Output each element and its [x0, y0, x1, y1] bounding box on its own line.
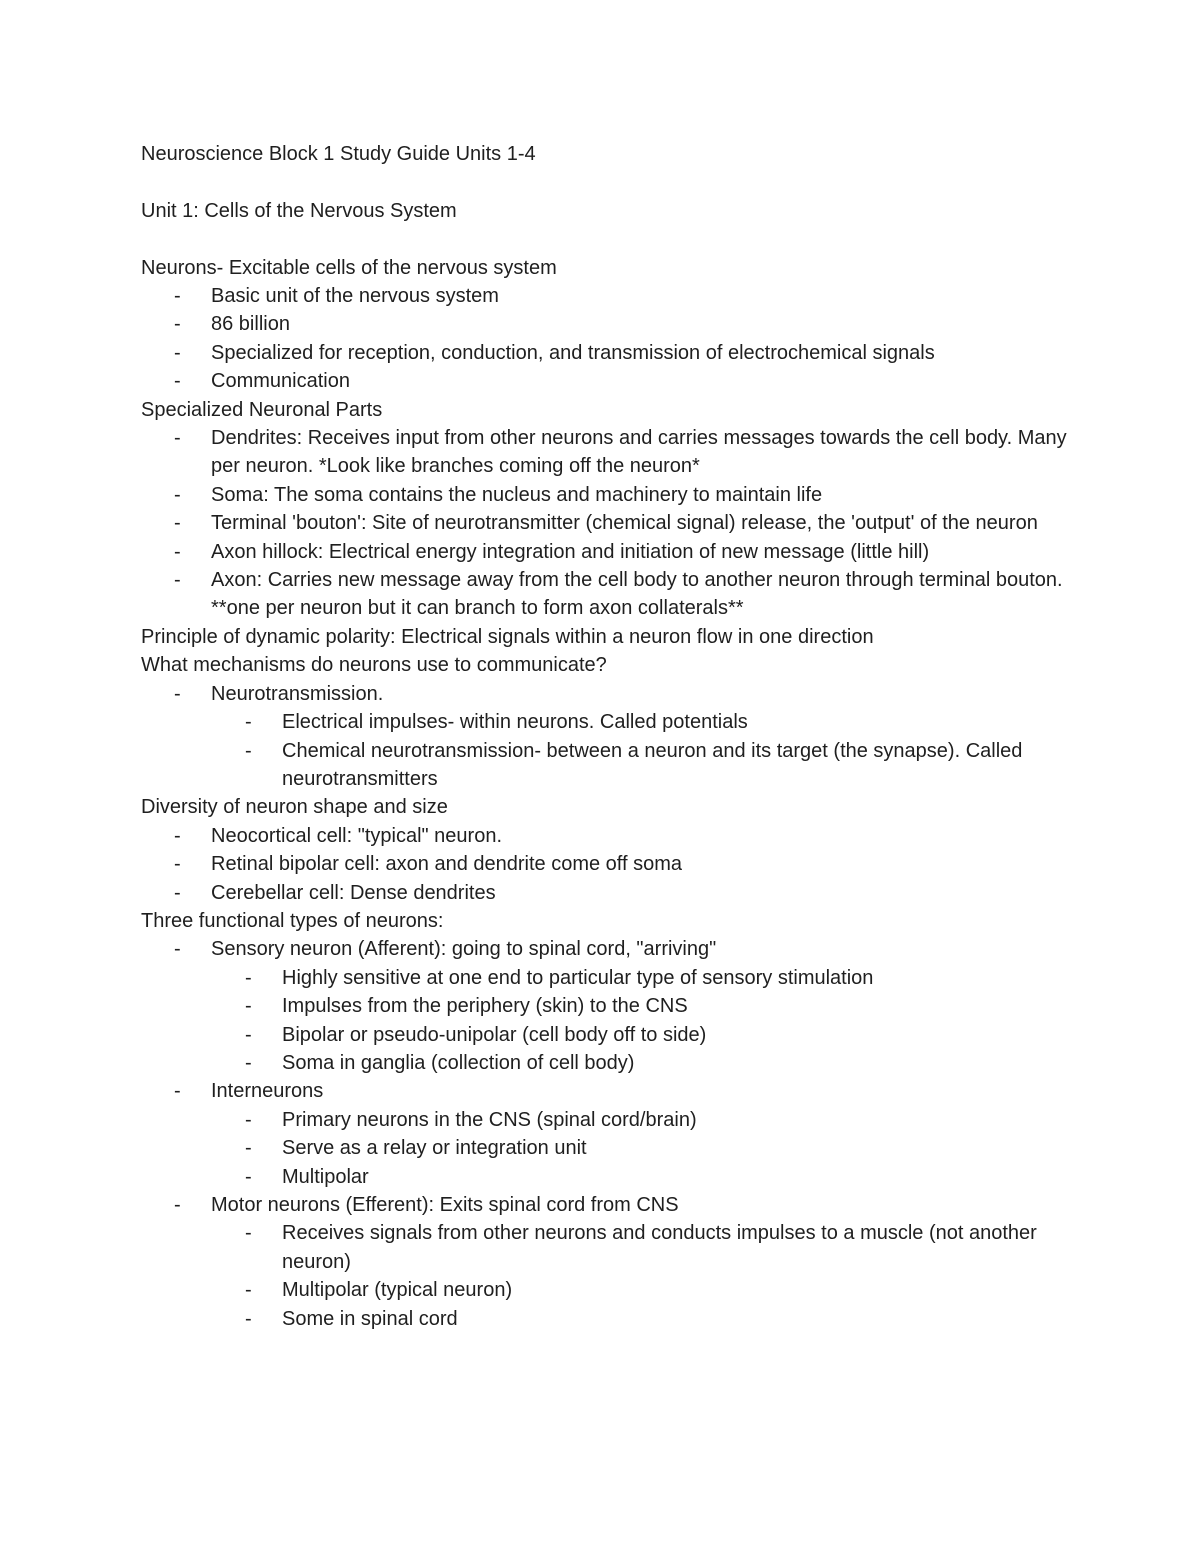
list-item	[141, 538, 1071, 566]
list-item	[141, 879, 1071, 907]
bullet-dash: -	[174, 682, 181, 705]
list-item-text: Basic unit of the nervous system	[211, 285, 499, 307]
bullet-dash: -	[174, 512, 181, 535]
bullet-dash: -	[174, 938, 181, 961]
section-heading: Three functional types of neurons:	[141, 909, 444, 932]
list-item	[141, 822, 1071, 850]
list-item-text: Sensory neuron (Afferent): going to spinal cord, "arriving"	[211, 938, 717, 961]
list-item	[141, 339, 1071, 367]
bullet-dash: -	[174, 427, 181, 450]
bullet-dash: -	[174, 1080, 181, 1103]
list-item-text: Terminal 'bouton': Site of neurotransmitter (chemical signal) release, the 'output' of the neuron	[211, 512, 1038, 535]
list-item	[141, 310, 1071, 338]
bullet-dash: -	[174, 341, 181, 364]
sections-container	[141, 254, 1071, 1333]
list-item-text: 86 billion	[211, 313, 290, 336]
sub-list-item-text: Multipolar (typical neuron)	[282, 1279, 513, 1302]
list-item	[141, 481, 1071, 509]
bullet-dash: -	[245, 1023, 252, 1046]
bullet-dash: -	[174, 540, 181, 563]
bullet-dash: -	[174, 569, 181, 592]
bullet-dash: -	[245, 739, 252, 762]
sub-list-item	[141, 737, 1071, 794]
sub-list-item-text: Receives signals from other neurons and conducts impulses to a muscle (not another neuron)	[282, 1222, 1037, 1273]
bullet-dash: -	[174, 824, 181, 847]
list-item-text: Soma: The soma contains the nucleus and machinery to maintain life	[211, 483, 823, 506]
sub-list-item	[141, 964, 1071, 992]
bullet-dash: -	[174, 1194, 181, 1216]
sub-list-item-text: Electrical impulses- within neurons. Called potentials	[282, 711, 748, 734]
sub-list-item-text: Soma in ganglia (collection of cell body)	[282, 1051, 635, 1074]
sub-list-item	[141, 1163, 1071, 1191]
sub-list-item	[141, 1134, 1071, 1162]
section-heading: Specialized Neuronal Parts	[141, 398, 383, 421]
list-item-text: Interneurons	[211, 1080, 324, 1103]
sub-list-item-text: Highly sensitive at one end to particular type of sensory stimulation	[282, 966, 874, 989]
bullet-dash: -	[174, 483, 181, 506]
bullet-dash: -	[245, 1307, 252, 1330]
list-item	[141, 935, 1071, 963]
sub-list-item	[141, 992, 1071, 1020]
bullet-dash: -	[245, 1279, 252, 1302]
section-heading: Neurons- Excitable cells of the nervous system	[141, 256, 557, 279]
list-item	[141, 566, 1071, 623]
sub-list-item	[141, 1305, 1071, 1333]
section-heading: What mechanisms do neurons use to communicate?	[141, 654, 607, 677]
list-item-text: Dendrites: Receives input from other neurons and carries messages towards the cell body. Many per neuron. *Look like branches coming off the neuron*	[211, 427, 1067, 478]
bullet-dash: -	[245, 966, 252, 989]
sub-list-item-text: Impulses from the periphery (skin) to the CNS	[282, 995, 688, 1018]
list-item-text: Axon: Carries new message away from the cell body to another neuron through terminal bouton. **one per neuron but it can branch to form axon collaterals**	[211, 569, 1063, 620]
list-item-text: Neurotransmission.	[211, 682, 384, 705]
bullet-dash: -	[245, 1137, 252, 1160]
bullet-dash: -	[245, 1222, 252, 1245]
section-heading: Diversity of neuron shape and size	[141, 796, 448, 819]
sub-list-item-text: Serve as a relay or integration unit	[282, 1137, 587, 1160]
bullet-dash: -	[174, 853, 181, 876]
bullet-dash: -	[245, 1165, 252, 1188]
list-item-text: Specialized for reception, conduction, and transmission of electrochemical signals	[211, 341, 935, 364]
list-item-text: Neocortical cell: "typical" neuron.	[211, 824, 502, 847]
list-item-text: Communication	[211, 370, 350, 393]
sub-list-item	[141, 1106, 1071, 1134]
list-item-text: Retinal bipolar cell: axon and dendrite come off soma	[211, 853, 683, 876]
sub-list-item	[141, 1049, 1071, 1077]
bullet-dash: -	[245, 1051, 252, 1074]
unit-heading: Unit 1: Cells of the Nervous System	[141, 199, 457, 222]
list-item-text: Cerebellar cell: Dense dendrites	[211, 881, 496, 904]
sub-list-item-text: Multipolar	[282, 1165, 369, 1188]
document-title: Neuroscience Block 1 Study Guide Units 1-4	[141, 143, 536, 165]
bullet-dash: -	[245, 1108, 252, 1131]
list-item-text: Motor neurons (Efferent): Exits spinal cord from CNS	[211, 1194, 679, 1216]
list-item	[141, 1077, 1071, 1105]
list-item	[141, 424, 1071, 481]
list-item	[141, 1191, 1071, 1219]
list-item	[141, 282, 1071, 310]
sub-list-item-text: Some in spinal cord	[282, 1307, 458, 1330]
spacer	[141, 168, 1071, 196]
list-item	[141, 680, 1071, 708]
bullet-dash: -	[174, 285, 181, 307]
list-item	[141, 509, 1071, 537]
list-item	[141, 850, 1071, 878]
spacer	[141, 225, 1071, 253]
bullet-dash: -	[174, 370, 181, 393]
document-body	[141, 140, 1071, 1333]
bullet-dash: -	[245, 711, 252, 734]
bullet-dash: -	[174, 881, 181, 904]
list-item-text: Axon hillock: Electrical energy integration and initiation of new message (little hill)	[211, 540, 930, 563]
sub-list-item	[141, 1219, 1071, 1276]
bullet-dash: -	[174, 313, 181, 336]
bullet-dash: -	[245, 995, 252, 1018]
section-heading: Principle of dynamic polarity: Electrical signals within a neuron flow in one direction	[141, 625, 874, 648]
sub-list-item-text: Chemical neurotransmission- between a neuron and its target (the synapse). Called neurotransmitters	[282, 739, 1023, 790]
sub-list-item-text: Primary neurons in the CNS (spinal cord/brain)	[282, 1108, 697, 1131]
sub-list-item	[141, 1021, 1071, 1049]
list-item	[141, 367, 1071, 395]
sub-list-item	[141, 1276, 1071, 1304]
sub-list-item	[141, 708, 1071, 736]
sub-list-item-text: Bipolar or pseudo-unipolar (cell body off to side)	[282, 1023, 707, 1046]
